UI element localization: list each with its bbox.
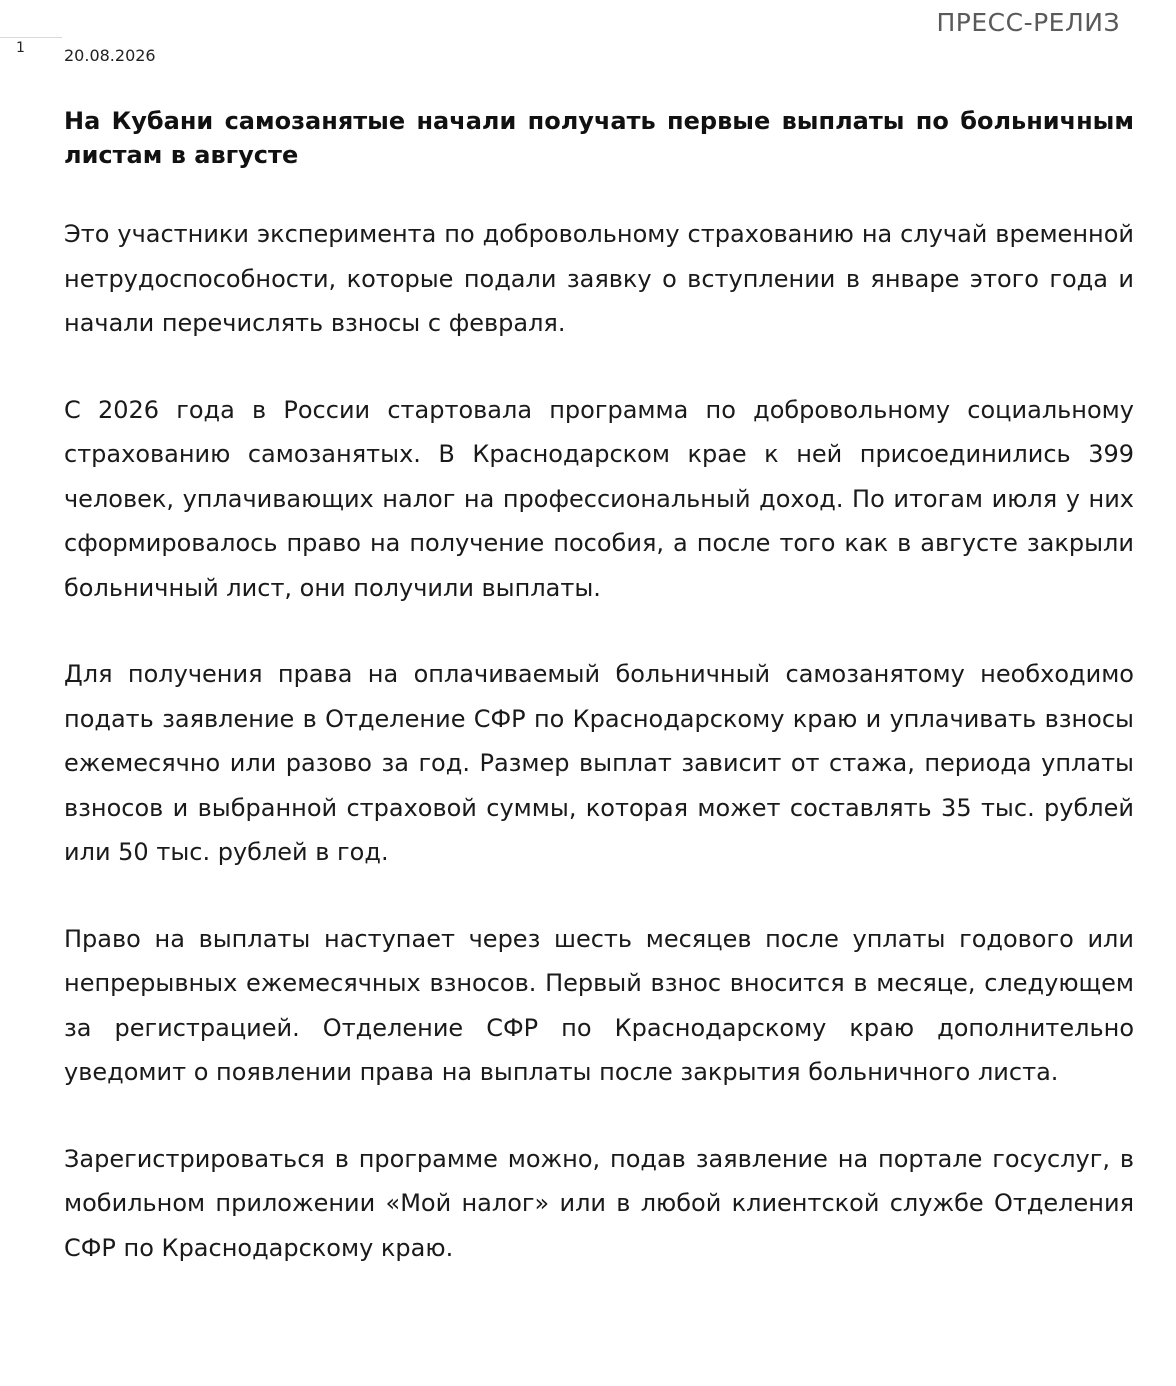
press-release-label: ПРЕСС-РЕЛИЗ xyxy=(936,8,1120,37)
article-paragraph-5: Зарегистрироваться в программе можно, подав заявление на портале госуслуг, в мобильном приложении «Мой налог» или в любой клиентской службе Отделения СФР по Краснодарскому краю. xyxy=(64,1144,1134,1262)
page-number-rule xyxy=(0,37,62,38)
article-title: На Кубани самозанятые начали получать первые выплаты по больничным листам в августе xyxy=(64,107,1134,169)
article-paragraph-2: С 2026 года в России стартовала программа по добровольному социальному страхованию самозанятых. В Краснодарском крае к ней присоединились 399 человек, уплачивающих налог на профессиональный доход. По итогам июля у них сформировалось право на получение пособия, а после того как в августе закрыли больничный лист, они получили выплаты. xyxy=(64,395,1134,602)
release-date: 20.08.2026 xyxy=(64,46,156,65)
article-body xyxy=(64,104,1134,1312)
article-paragraph-3: Для получения права на оплачиваемый больничный самозанятому необходимо подать заявление в Отделение СФР по Краснодарскому краю и уплачивать взносы ежемесячно или разово за год. Размер выплат зависит от стажа, периода уплаты взносов и выбранной страховой суммы, которая может составлять 35 тыс. рублей или 50 тыс. рублей в год. xyxy=(64,660,1134,866)
page-number: 1 xyxy=(16,40,25,56)
article-paragraph-1: Это участники эксперимента по добровольному страхованию на случай временной нетрудоспособности, которые подали заявку о вступлении в январе этого года и начали перечислять взносы с февраля. xyxy=(64,220,1134,337)
article-paragraph-4: Право на выплаты наступает через шесть месяцев после уплаты годового или непрерывных ежемесячных взносов. Первый взнос вносится в месяце, следующем за регистрацией. Отделение СФР по Краснодарскому краю дополнительно уведомит о появлении права на выплаты после закрытия больничного листа. xyxy=(64,924,1134,1086)
